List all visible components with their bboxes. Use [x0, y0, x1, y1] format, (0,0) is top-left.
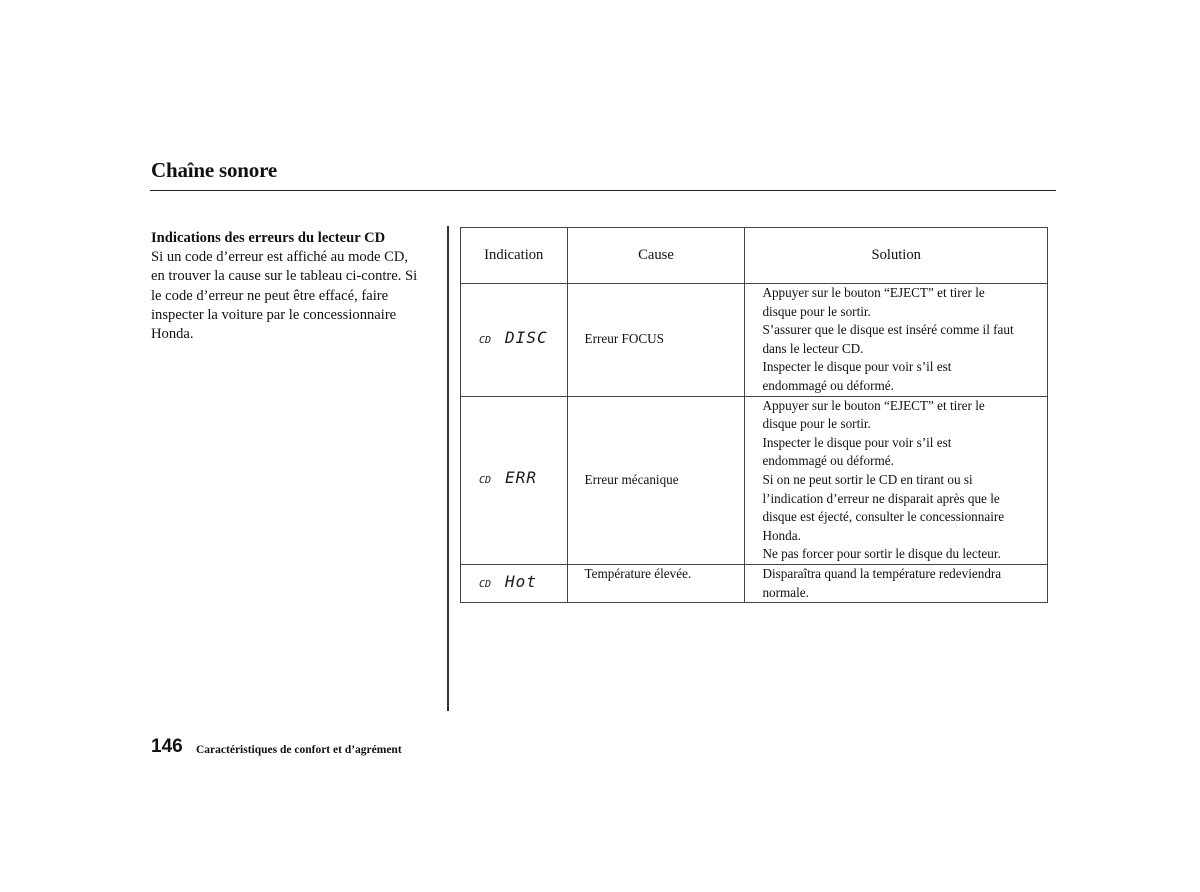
table-row	[461, 396, 1048, 564]
solution-line: l’indication d’erreur ne disparait après que le	[762, 490, 1000, 506]
solution-cell	[745, 284, 1048, 397]
solution-line: Inspecter le disque pour voir s’il est	[762, 359, 952, 375]
error-table	[460, 227, 1048, 603]
page-title: Chaîne sonore	[151, 158, 277, 182]
solution-cell	[745, 564, 1048, 602]
header-solution: Solution	[745, 228, 1048, 284]
cause-cell: Erreur mécanique	[567, 396, 745, 564]
intro-line: Honda.	[151, 326, 194, 343]
solution-line: Inspecter le disque pour voir s’il est	[762, 434, 952, 450]
intro-line: Si un code d’erreur est affiché au mode CD,	[151, 249, 409, 266]
header-indication: Indication	[461, 228, 568, 284]
solution-line: Appuyer sur le bouton “EJECT” et tirer le	[762, 397, 985, 413]
lcd-display	[479, 329, 548, 351]
solution-line: Si on ne peut sortir le CD en tirant ou si	[762, 471, 973, 487]
cause-cell: Température élevée.	[567, 564, 745, 602]
lcd-prefix: CD	[479, 334, 492, 346]
intro-text	[151, 248, 441, 344]
indication-cell	[461, 396, 568, 564]
lcd-display	[479, 469, 537, 491]
intro-line: inspecter la voiture par le concessionnaire	[151, 306, 397, 323]
solution-line: normale.	[762, 584, 809, 600]
table-header-row	[461, 228, 1048, 284]
solution-line: S’assurer que le disque est inséré comme il faut	[762, 322, 1014, 338]
lcd-code: ERR	[505, 468, 537, 488]
solution-line: disque est éjecté, consulter le concessionnaire	[762, 509, 1005, 525]
title-rule	[150, 190, 1056, 191]
column-divider	[447, 226, 449, 711]
solution-cell	[745, 396, 1048, 564]
lcd-display	[479, 573, 537, 595]
intro-column	[151, 229, 441, 344]
header-cause: Cause	[567, 228, 745, 284]
cause-cell: Erreur FOCUS	[567, 284, 745, 397]
intro-line: le code d’erreur ne peut être effacé, faire	[151, 287, 389, 304]
page-number: 146	[151, 736, 183, 757]
table-row	[461, 284, 1048, 397]
solution-line: disque pour le sortir.	[762, 416, 871, 432]
solution-line: endommagé ou déformé.	[762, 453, 894, 469]
solution-line: Honda.	[762, 527, 801, 543]
solution-line: Disparaîtra quand la température redeviendra	[762, 565, 1002, 581]
intro-heading: Indications des erreurs du lecteur CD	[151, 230, 386, 246]
intro-line: en trouver la cause sur le tableau ci-contre. Si	[151, 268, 418, 285]
solution-line: endommagé ou déformé.	[762, 377, 894, 393]
lcd-code: Hot	[505, 571, 537, 591]
solution-line: dans le lecteur CD.	[762, 340, 864, 356]
footer-section-label: Caractéristiques de confort et d’agrément	[196, 744, 402, 756]
lcd-prefix: CD	[479, 475, 492, 487]
indication-cell	[461, 564, 568, 602]
indication-cell	[461, 284, 568, 397]
solution-line: disque pour le sortir.	[762, 303, 871, 319]
lcd-prefix: CD	[479, 578, 492, 590]
solution-line: Appuyer sur le bouton “EJECT” et tirer le	[762, 285, 985, 300]
solution-line: Ne pas forcer pour sortir le disque du lecteur.	[762, 546, 1001, 562]
table-row	[461, 564, 1048, 602]
lcd-code: DISC	[505, 327, 548, 347]
